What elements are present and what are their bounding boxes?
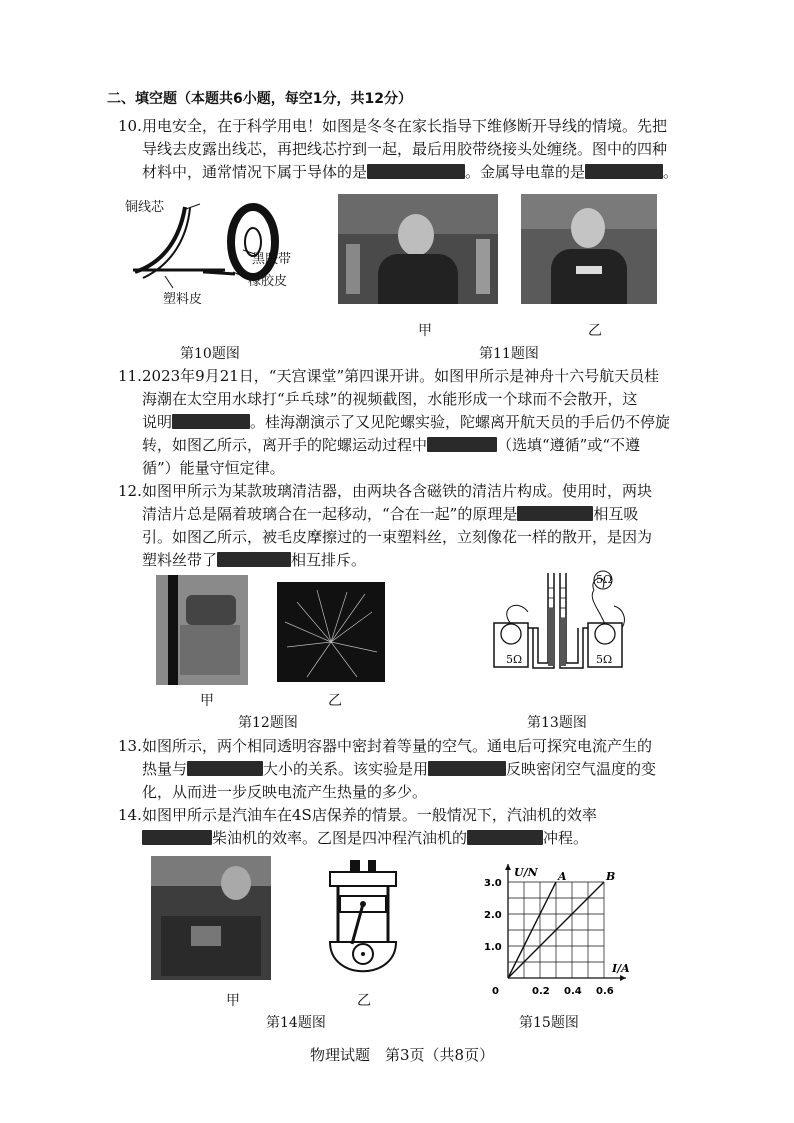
q13-text-c: 反映密闭空气温度的变 (506, 760, 657, 778)
q13-line2 (142, 760, 656, 778)
q12-text-b: 相互吸 (593, 505, 639, 523)
q11-caption: 第11题图 (479, 346, 539, 362)
q14-blank-1 (142, 830, 212, 845)
q11-line4 (142, 436, 640, 454)
q14-label-b: 乙 (357, 993, 371, 1009)
y-axis-arrow (505, 864, 511, 870)
q12-text-c: 塑料丝带了 (142, 551, 218, 569)
q12-text-d: 相互排斥。 (291, 551, 367, 569)
q11-photo-b (521, 194, 657, 304)
q11-line1: 2023年9月21日，“天宫课堂”第四课开讲。如图甲所示是神舟十六号航天员桂 (142, 367, 660, 385)
q11-label-b: 乙 (588, 323, 602, 339)
q11-blank-2 (427, 437, 497, 452)
q13-text-b: 大小的关系。该实验是用 (263, 760, 429, 778)
q11-text-a: 说明 (142, 413, 173, 431)
section-heading: 二、填空题（本题共6小题，每空1分，共12分） (107, 91, 412, 107)
q13-text-a: 热量与 (142, 760, 188, 778)
q11-line3 (142, 413, 670, 431)
q13-number: 13. (118, 737, 142, 755)
q14-line2 (142, 829, 588, 847)
q13-line1: 如图所示，两个相同透明容器中密封着等量的空气。通电后可探究电流产生的 (142, 737, 653, 755)
q14-text-b: 冲程。 (543, 829, 589, 847)
q11-text-d: （选填“遵循”或“不遵 (497, 436, 641, 454)
q11-photo-a (338, 194, 498, 304)
q13-resistor-right: 5Ω (596, 653, 613, 666)
q14-photo-a (151, 856, 271, 980)
q14-text-a: 柴油机的效率。乙图是四冲程汽油机的 (212, 829, 468, 847)
y-tick-label: 2.0 (484, 910, 502, 921)
q10-line1: 用电安全，在于科学用电！如图是冬冬在家长指导下维修断开导线的情境。先把 (142, 117, 668, 135)
q11-text-c: 转，如图乙所示，离开手的陀螺运动过程中 (142, 436, 428, 454)
x-tick-label: 0.4 (564, 986, 582, 997)
q10-text-a: 材料中，通常情况下属于导体的是 (142, 163, 368, 181)
label-rubber-skin: 橡胶皮 (248, 274, 288, 289)
q14-line1: 如图甲所示是汽油车在4S店保养的情景。一般情况下，汽油机的效率 (142, 806, 597, 824)
q12-label-b: 乙 (328, 693, 342, 709)
q11-line5: 循”）能量守恒定律。 (142, 459, 285, 477)
q12-line1: 如图甲所示为某款玻璃清洁器，由两块各含磁铁的清洁片构成。使用时，两块 (142, 482, 653, 500)
label-black-tape: 黑胶带 (252, 252, 292, 267)
q12-text-a: 清洁片总是隔着玻璃合在一起移动，“合在一起”的原理是 (142, 505, 518, 523)
q13-line3: 化，从而进一步反映电流产生热量的多少。 (142, 783, 428, 801)
q12-label-a: 甲 (200, 693, 214, 709)
q10-text-c: 。 (663, 163, 679, 181)
q15-ui-chart (480, 860, 640, 1010)
q11-text-b: 。桂海潮演示了又见陀螺实验，陀螺离开航天员的手后仍不停旋 (250, 413, 671, 431)
x-tick-label: 0.6 (596, 986, 614, 997)
q13-caption: 第13题图 (527, 715, 587, 731)
q15-caption: 第15题图 (519, 1015, 579, 1031)
q12-photo-a (156, 575, 248, 685)
q12-line4 (142, 551, 366, 569)
q10-number: 10. (118, 117, 142, 135)
q13-resistor-top: 5Ω (596, 573, 613, 586)
q12-blank-2 (217, 552, 291, 567)
q14-engine-figure (324, 856, 404, 984)
q12-number: 12. (118, 482, 142, 500)
q12-line3: 引。如图乙所示，被毛皮摩擦过的一束塑料丝，立刻像花一样的散开，是因为 (142, 528, 653, 546)
q11-label-a: 甲 (418, 323, 432, 339)
q11-line2: 海潮在太空用水球打“乒乓球”的视频截图，水能形成一个球而不会散开，这 (142, 390, 638, 408)
label-plastic-skin: 塑料皮 (163, 292, 203, 307)
q13-blank-1 (187, 761, 263, 776)
y-tick-label: 1.0 (484, 942, 502, 953)
series-label-A: A (558, 870, 567, 883)
q10-blank-1 (367, 164, 465, 179)
origin-label: 0 (492, 986, 499, 997)
q13-blank-2 (428, 761, 506, 776)
q12-photo-b (277, 582, 385, 682)
q10-line3 (142, 163, 678, 181)
q14-number: 14. (118, 806, 142, 824)
q14-label-a: 甲 (226, 993, 240, 1009)
y-tick-label: 3.0 (484, 878, 502, 889)
q13-resistor-left: 5Ω (506, 653, 523, 666)
y-axis-label: U/N (514, 866, 538, 879)
q11-number: 11. (118, 367, 142, 385)
series-label-B: B (606, 870, 616, 883)
q12-caption: 第12题图 (238, 715, 298, 731)
q10-text-b: 。金属导电靠的是 (465, 163, 586, 181)
x-axis-label: I/A (612, 962, 630, 975)
q10-line2: 导线去皮露出线芯，再把线芯拧到一起，最后用胶带绕接头处缠绕。图中的四种 (142, 140, 668, 158)
q12-line2 (142, 505, 638, 523)
q10-caption: 第10题图 (180, 346, 240, 362)
q12-blank-1 (517, 506, 593, 521)
q10-blank-2 (585, 164, 663, 179)
x-tick-label: 0.2 (532, 986, 550, 997)
q14-caption: 第14题图 (266, 1015, 326, 1031)
x-axis-arrow (620, 975, 626, 981)
q11-blank-1 (172, 414, 250, 429)
page-footer: 物理试题 第3页（共8页） (310, 1046, 495, 1064)
label-copper-core: 铜线芯 (125, 200, 165, 215)
q14-blank-2 (467, 830, 543, 845)
